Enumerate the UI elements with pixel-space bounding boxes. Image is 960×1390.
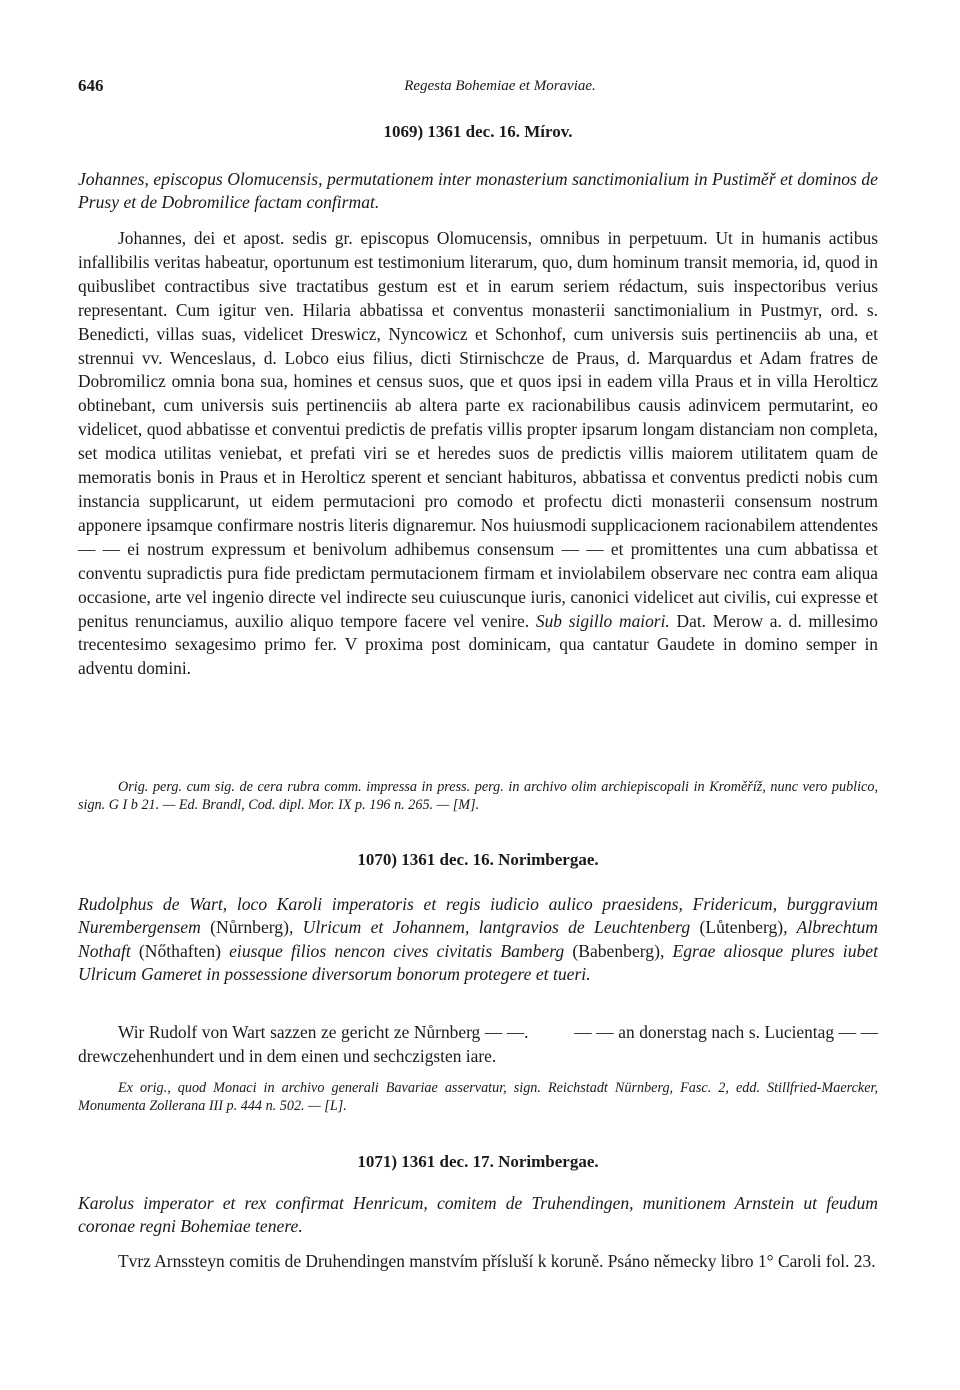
regest-part: , Egrae aliosque plures iubet Ulricum Gameret in possessione diversorum bonorum protegere et tueri. [78,940,878,984]
entry-1070-regest [78,893,878,986]
entry-1069-text [78,227,878,681]
entry-1071-heading: 1071) 1361 dec. 17. Norimbergae. [357,1152,599,1171]
regest-part: eiusque filios nencon cives civitatis Bamberg [221,940,573,961]
entry-1070-source-note: Ex orig., quod Monaci in archivo generali Bavariae asservatur, sign. Reichstadt Nürnberg, Fasc. 2, edd. Stillfried-Maercker, Monumenta Zollerana III p. 444 n. 502. — [L]. [78,1080,878,1114]
page-number: 646 [78,76,104,95]
entry-1071-regest: Karolus imperator et rex confirmat Henricum, comitem de Truhendingen, munitionem Arnstein ut feudum coronae regni Bohemiae tenere. [78,1193,878,1237]
regest-part: Rudolphus de Wart, loco Karoli imperatoris et regis iudicio aulico praesidens, Fridericum, burggravium Nurembergensem [78,894,878,938]
regest-part: , Ulricum et Johannem, lantgravios de Leuchtenberg [288,917,700,938]
running-title: Regesta Bohemiae et Moraviae. [404,78,596,94]
entry-1071-text: Tvrz Arnssteyn comitis de Druhendingen manstvím přísluší k koruně. Psáno německy libro 1° Caroli fol. 23. [118,1251,876,1271]
entry-1069-source-note: Orig. perg. cum sig. de cera rubra comm. impressa in press. perg. in archivo olim archiepiscopali in Kroměříž, nunc vero publico, sign. G I b 21. — Ed. Brandl, Cod. dipl. Mor. IX p. 196 n. 265. — [M]. [78,779,878,813]
entry-1070-heading: 1070) 1361 dec. 16. Norimbergae. [357,850,599,869]
regest-part: , Albrechtum Nothaft [78,917,879,961]
entry-1069-regest: Johannes, episcopus Olomucensis, permutationem inter monasterium sanctimonialium in Pustiměř et dominos de Prusy et de Dobromilice factam confirmat. [78,169,878,213]
regest-part-upright: (Babenberg) [572,940,660,961]
entry-1070-text: Wir Rudolf von Wart sazzen ze gericht ze Nůrnberg — —. — — an donerstag nach s. Lucientag — — drewczehenhundert und in dem einen und sechczigsten iare. [78,1022,883,1066]
entry-1069-seal-note: Sub sigillo maiori. [535,610,670,631]
regest-part-upright: (Nůrnberg) [210,917,289,938]
regest-part-upright: (Nőthaften) [138,940,221,961]
entry-1069-heading: 1069) 1361 dec. 16. Mírov. [383,122,573,141]
regest-part-upright: (Lůtenberg) [699,917,784,938]
entry-1069-dating: Dat. Merow a. d. millesimo trecentesimo sexagesimo primo fer. V proxima post dominicam, qua cantatur Gaudete in domino semper in adventu domini. [78,610,879,679]
entry-1069-text-main: Johannes, dei et apost. sedis gr. episcopus Olomucensis, omnibus in perpetuum. Ut in humanis actibus infallibilis veritas habeatur, oportunum est testimonium literarum, quo, dum hominum transit memoria, id, quod in quibuslibet contractibus sive tractatibus gestum est et in earum seriem rédactum, suis inspectoribus verius representant. Cum igitur ven. Hilaria abbatissa et conventus monasterii sanctimonialium in Pustmyr, ord. s. Benedicti, villas suas, videlicet Dreswicz, Nyncowicz et Schonhof, cum universis suis pertinenciis ab una, et strennui vv. Wenceslaus, d. Lobco eius filius, dicti Stirnischcze de Praus, d. Marquardus et Adam fratres de Dobromilicz omnia bona sua, homines et census suos, que et quos ipsi in eadem villa Praus et in villa Herolticz obtinebant, cum universis suis pertinenciis ab altera parte ex racionabilibus causis adinvicem permutarint, eo videlicet, quod abbatisse et conventui predictis de prefatis villis propter ipsarum longam distanciam non completa, set modica utilitas veniebat, et prefati viri se et heredes suos de predictis villis maiorem utilitatem quam de memoratis bonis in Praus et in Herolticz sperent et senciant habituros, abbatissa et conventus predicti nobis cum instancia supplicarunt, ut eidem permutacioni pro comodo et profectu dicti monasterii consensum nostrum apponere ipsamque confirmare nostris literis dignaremur. Nos huiusmodi supplicacionem racionabilem attendentes — — ei nostrum expressum et benivolum adhibemus consensum — — et promittentes una cum abbatissa et conventu supradictis pura fide predictam permutacionem firmam et inviolabilem observare nec contra eam aliqua occasione, arte vel ingenio directe vel indirecte seu cuiuscunque iuris, canonici videlicet aut civilis, cui expresse et penitus renunciamus, auxilio aliquo tempore facere vel venire. [78,228,878,631]
